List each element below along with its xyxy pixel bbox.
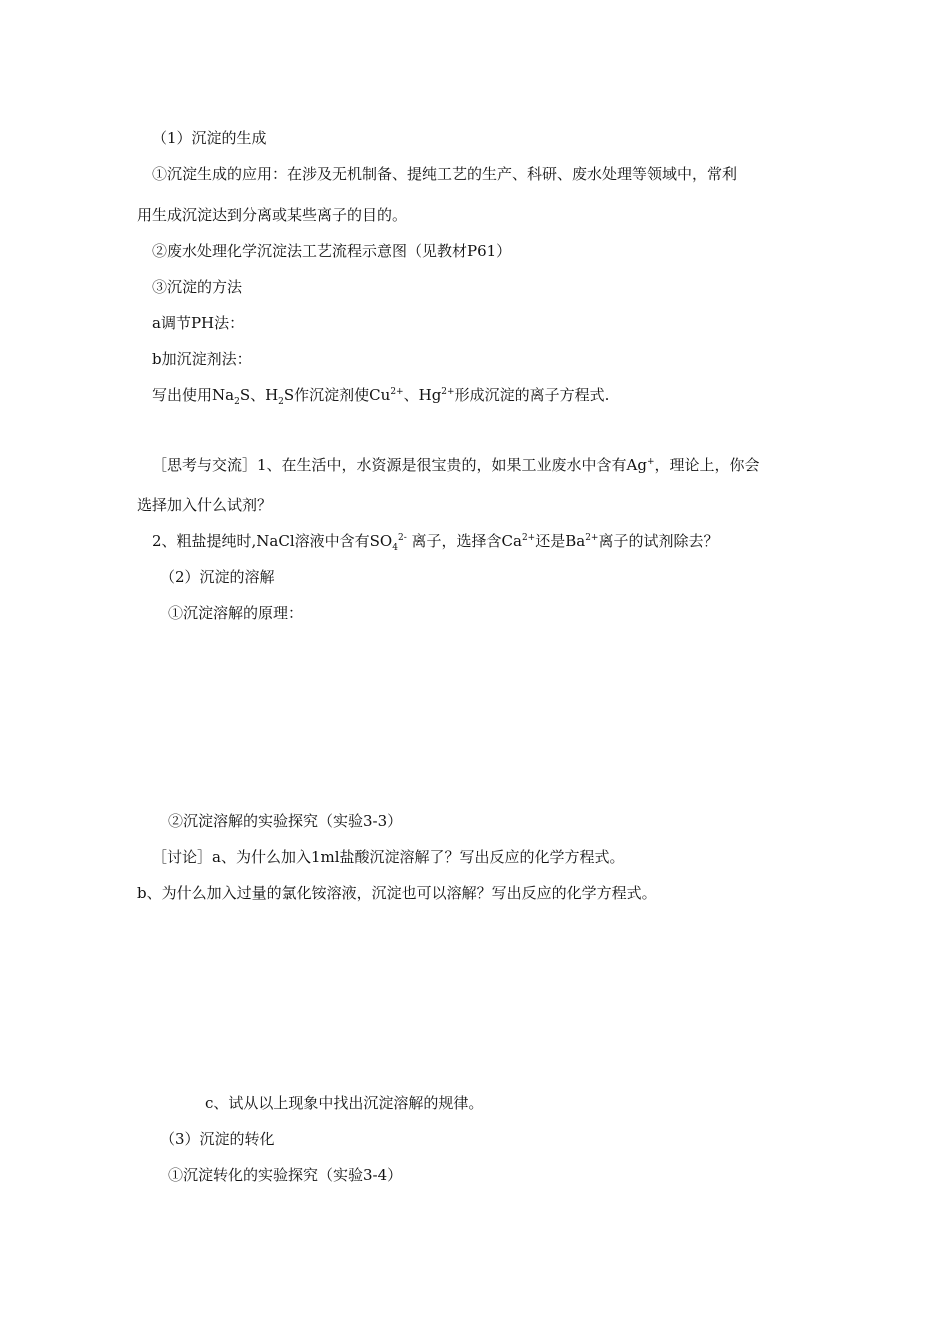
q2-so4-superscript: 2- xyxy=(397,533,407,543)
section3-heading: （3）沉淀的转化 xyxy=(160,1130,275,1148)
q1-text-1: ［思考与交流］1、在生活中，水资源是很宝贵的，如果工业废水中含有Ag xyxy=(152,456,647,474)
q2-ca-superscript: 2+ xyxy=(521,533,536,543)
eq-text-1: 写出使用Na xyxy=(152,386,235,404)
dissolution-principle: ①沉淀溶解的原理： xyxy=(168,604,304,622)
q2-text-4: 离子的试剂除去？ xyxy=(598,532,719,550)
q2-text-1: 2、粗盐提纯时,NaCl溶液中含有SO xyxy=(152,532,393,550)
discussion-a: ［讨论］a、为什么加入1ml盐酸沉淀溶解了？写出反应的化学方程式。 xyxy=(152,848,625,866)
method-heading: ③沉淀的方法 xyxy=(152,278,243,296)
q2-so4-subscript: 4 xyxy=(392,543,398,553)
application-line-2: 用生成沉淀达到分离或某些离子的目的。 xyxy=(137,206,408,224)
q1-ag-superscript: + xyxy=(646,457,655,467)
dissolution-experiment: ②沉淀溶解的实验探究（实验3-3） xyxy=(168,812,403,830)
discussion-c: c、试从以上现象中找出沉淀溶解的规律。 xyxy=(205,1094,484,1112)
q2-text-2: 离子，选择含Ca xyxy=(406,532,522,550)
ionic-equation-prompt xyxy=(152,385,609,405)
conversion-experiment: ①沉淀转化的实验探究（实验3-4） xyxy=(168,1166,403,1184)
discussion-b: b、为什么加入过量的氯化铵溶液，沉淀也可以溶解？写出反应的化学方程式。 xyxy=(137,884,657,902)
flowchart-reference: ②废水处理化学沉淀法工艺流程示意图（见教材P61） xyxy=(152,242,512,260)
q1-text-2: ，理论上，你会 xyxy=(654,456,760,474)
eq-hg-superscript: 2+ xyxy=(441,387,455,397)
think-question-2 xyxy=(152,531,719,551)
application-line-1: ①沉淀生成的应用：在涉及无机制备、提纯工艺的生产、科研、废水处理等领域中，常利 xyxy=(152,165,738,183)
q2-text-3: 还是Ba xyxy=(535,532,586,550)
method-b: b加沉淀剂法： xyxy=(152,350,252,368)
eq-h-subscript: 2 xyxy=(278,397,284,407)
section1-heading: （1）沉淀的生成 xyxy=(152,129,267,147)
eq-text-5: 形成沉淀的离子方程式. xyxy=(454,386,610,404)
eq-cu-superscript: 2+ xyxy=(390,387,404,397)
eq-na-subscript: 2 xyxy=(234,397,240,407)
eq-text-2: S、H xyxy=(239,386,279,404)
section2-heading: （2）沉淀的溶解 xyxy=(160,568,275,586)
method-a: a调节PH法： xyxy=(152,314,245,332)
eq-text-4: 、Hg xyxy=(403,386,442,404)
q2-ba-superscript: 2+ xyxy=(585,533,599,543)
eq-text-3: S作沉淀剂使Cu xyxy=(283,386,391,404)
think-question-1 xyxy=(152,455,760,475)
think-question-1-line-2: 选择加入什么试剂？ xyxy=(137,496,273,514)
